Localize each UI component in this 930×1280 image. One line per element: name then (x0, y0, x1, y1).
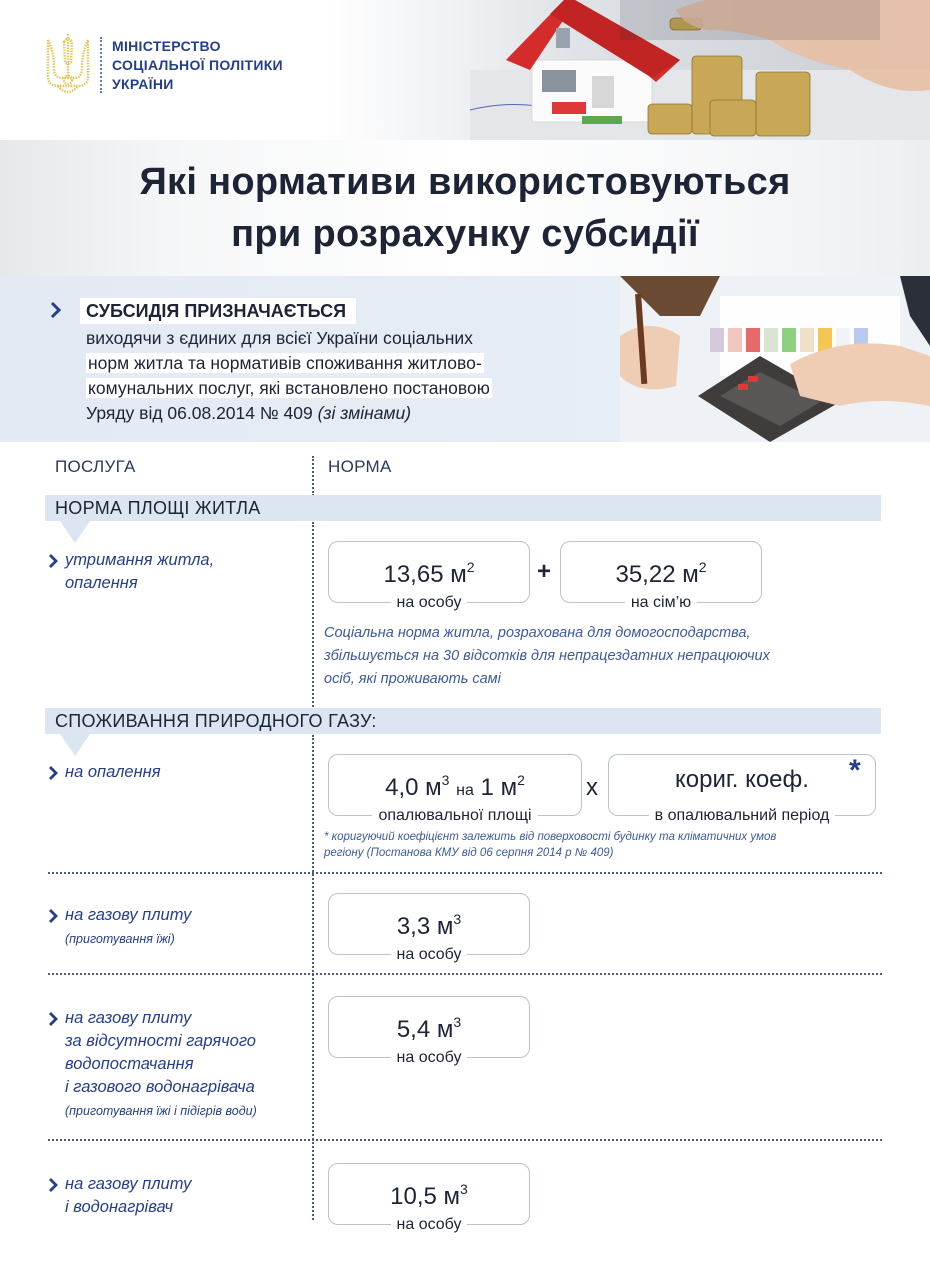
row-divider (48, 1139, 882, 1141)
column-divider (312, 522, 314, 710)
ministry-line-3: УКРАЇНИ (112, 75, 174, 92)
service-gas-stove-and-water-heater (48, 1173, 191, 1219)
norm-value: 13,65 $м^2$ (383, 559, 475, 588)
section-pointer (60, 734, 90, 756)
service-label: на газову плиту (65, 906, 192, 924)
ministry-line-1: МІНІСТЕРСТВО (112, 37, 221, 54)
plus-operator: + (537, 558, 552, 585)
section-bar-gas-consumption (45, 708, 881, 734)
coefficient-footnote: * коригуючий коефіцієнт залежить від поверховості будинку та кліматичних умов регіону (Постанова КМУ від 06 серпня 2014 р № 409) (324, 831, 777, 859)
service-label: за відсутності гарячого (65, 1032, 256, 1050)
norm-box-stove (328, 893, 530, 963)
norm-value: 10,5 $м^3$ (390, 1181, 468, 1210)
page-title-line-1: Які нормативи використовуються (139, 161, 791, 203)
norm-box-heating-volume (328, 754, 582, 824)
norm-box-per-person (328, 541, 530, 611)
norm-value: 4,0 $м^3$ на 1 $м^2$ (385, 772, 525, 801)
chevron-right-icon (48, 1011, 60, 1027)
service-label: утримання житла, (65, 551, 215, 569)
norm-value: кориг. коеф. (675, 766, 809, 793)
norm-caption: в опалювальний період (609, 806, 875, 826)
service-sublabel: (приготування їжі і підігрів води) (65, 1104, 257, 1118)
column-divider (312, 456, 314, 496)
chevron-right-icon (48, 908, 60, 924)
intro-line: комунальних послуг, які встановлено постановою (88, 378, 490, 398)
section-title: НОРМА ПЛОЩІ ЖИТЛА (55, 498, 261, 518)
column-header-service: ПОСЛУГА (55, 457, 136, 476)
title-band (0, 140, 930, 276)
norm-value: 3,3 $м^3$ (396, 911, 462, 940)
section-bar-housing-area (45, 495, 881, 521)
chevron-right-icon (48, 1177, 60, 1193)
hero-banner (0, 0, 930, 140)
intro-heading: СУБСИДІЯ ПРИЗНАЧАЄТЬСЯ (80, 298, 356, 324)
ministry-line-2: СОЦІАЛЬНОЇ ПОЛІТИКИ (112, 56, 283, 73)
chevron-right-icon (48, 765, 60, 781)
service-housing-heating (48, 549, 214, 595)
service-label: і водонагрівач (65, 1198, 174, 1216)
norm-caption: опалювальної площі (329, 806, 581, 826)
service-label: і газового водонагрівача (65, 1078, 255, 1096)
chevron-right-icon (49, 300, 63, 320)
page-title-line-2: при розрахунку субсидії (231, 213, 699, 255)
service-label: на газову плиту (65, 1175, 192, 1193)
housing-norm-note: Соціальна норма житла, розрахована для домогосподарства, збільшується на 30 відсотків для непрацездатних непрацюючих осіб, які проживають самі (324, 625, 770, 687)
norm-value: 35,22 $м^2$ (615, 559, 707, 588)
logo-divider (100, 37, 102, 93)
ministry-logo (44, 32, 283, 98)
norm-box-stove-no-hot-water (328, 996, 530, 1066)
service-gas-stove-no-hot-water (48, 1007, 257, 1123)
ministry-name (112, 37, 283, 94)
row-divider (48, 872, 882, 874)
multiply-operator: х (586, 774, 598, 801)
service-label: на газову плиту (65, 1009, 192, 1027)
norm-caption: на особу (329, 1215, 529, 1235)
trident-icon (44, 32, 92, 98)
service-label: на опалення (65, 763, 161, 781)
service-label: опалення (65, 574, 138, 592)
norm-box-per-family (560, 541, 762, 611)
row-divider (48, 973, 882, 975)
norm-caption: на особу (329, 593, 529, 613)
norm-caption: на сім’ю (561, 593, 761, 613)
intro-amendments-note: (зі змінами) (317, 403, 412, 423)
intro-line: Уряду від 06.08.2014 № 409 (86, 403, 313, 423)
intro-text (86, 326, 626, 426)
service-sublabel: (приготування їжі) (65, 932, 175, 946)
chevron-right-icon (48, 553, 60, 569)
service-gas-heating (48, 761, 161, 784)
asterisk-icon: * (849, 754, 861, 787)
norm-caption: на особу (329, 1048, 529, 1068)
calculator-image (620, 276, 930, 442)
column-header-norm: НОРМА (328, 457, 392, 476)
service-gas-stove (48, 904, 191, 951)
section-title: СПОЖИВАННЯ ПРИРОДНОГО ГАЗУ: (55, 711, 377, 731)
norm-box-stove-and-water-heater (328, 1163, 530, 1233)
norm-caption: на особу (329, 945, 529, 965)
service-label: водопостачання (65, 1055, 194, 1073)
column-divider (312, 735, 314, 1220)
intro-line: норм житла та нормативів споживання житлово- (88, 353, 482, 373)
norm-value: 5,4 $м^3$ (396, 1014, 462, 1043)
section-pointer (60, 521, 90, 543)
norm-box-correction-coefficient (608, 754, 876, 824)
intro-line: виходячи з єдиних для всієї України соціальних (86, 328, 473, 348)
house-and-coins-image (470, 0, 930, 140)
